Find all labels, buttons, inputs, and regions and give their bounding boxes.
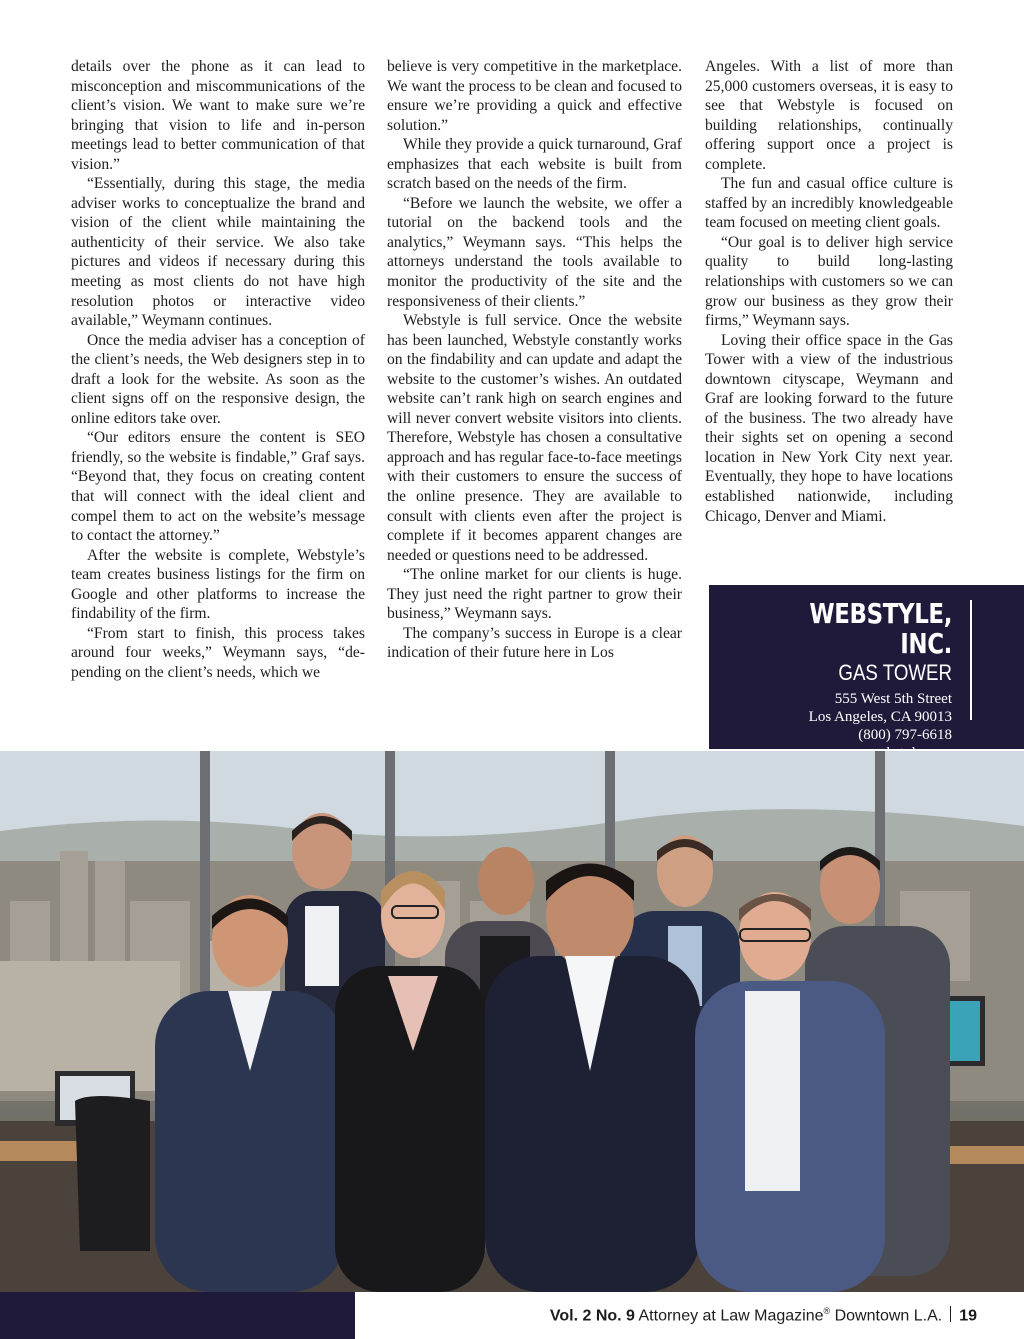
footer-divider xyxy=(950,1306,951,1322)
paragraph: The fun and casual office culture is staffed by an incredibly knowledgeable team focused on meeting client goals. xyxy=(705,175,953,232)
paragraph: “Our goal is to deliver high service quality to build long-lasting relationships with customers so we can grow our business as they grow their firms,” Weymann says. xyxy=(705,233,953,330)
edition-name: Downtown L.A. xyxy=(834,1307,943,1325)
page-footer xyxy=(550,1306,977,1325)
page-number: 19 xyxy=(959,1307,977,1325)
paragraph: Webstyle is full service. Once the website has been launched, Webstyle constantly works on the findability and can update and adapt the website to the customer’s wishes. An outdated website can’t rank high on search engines and will never convert website visitors into clients. Therefore, Webstyle has chosen a consultative approach and has regular face-to-face meetings with their customers to ensure the success of the online presence. They are available to consult with clients even after the project is complete if it becomes apparent changes are needed or questions need to be addressed. xyxy=(387,312,682,564)
paragraph: After the website is complete, Webstyle’s team creates business listings for the firm on Google and other platforms to increase the findability of the firm. xyxy=(71,546,365,623)
article-column-2 xyxy=(387,57,682,663)
phone-number: (800) 797-6618 xyxy=(858,727,952,743)
paragraph: “The online market for our clients is huge. They just need the right partner to grow their business,” Weymann says. xyxy=(387,566,682,623)
article-column-3 xyxy=(705,57,953,526)
paragraph: “Essentially, during this stage, the media adviser works to conceptualize the brand and vision of the client while maintaining the authenticity of their service. We also take pictures and videos if necessary during this meeting as most clients do not have high resolution photos or interactive video available,” Weymann continues. xyxy=(71,175,365,330)
paragraph: “Before we launch the website, we offer a tutorial on the backend tools and the analytics,” Weymann says. “This helps the attorneys understand the tools available to monitor the productivity of the site and the responsiveness of their clients.” xyxy=(387,194,682,310)
team-photo xyxy=(0,751,1024,1292)
registered-mark: ® xyxy=(823,1306,831,1316)
info-box-divider xyxy=(970,600,972,720)
street-address: 555 West 5th Street xyxy=(834,691,952,707)
paragraph: “Our editors ensure the content is SEO friendly, so the website is findable,” Graf says. “Beyond that, they focus on creating content that will connect with the ideal client and compel them to act on the website’s message to contact the attorney.” xyxy=(71,429,365,545)
building-name: GAS TOWER xyxy=(838,660,952,685)
company-name: WEBSTYLE, INC. xyxy=(809,597,952,660)
paragraph: The company’s success in Europe is a clear indication of their future here in Los xyxy=(387,624,682,662)
paragraph: “From start to finish, this process takes around four weeks,” Weymann says, “depending on the client’s needs, which we xyxy=(71,624,365,681)
company-info-box xyxy=(709,585,1024,749)
paragraph: While they provide a quick turnaround, Graf emphasizes that each website is built from scratch based on the needs of the firm. xyxy=(387,136,682,193)
city-address: Los Angeles, CA 90013 xyxy=(808,709,952,725)
magazine-name: Attorney at Law Magazine xyxy=(638,1307,824,1325)
paragraph: details over the phone as it can lead to misconception and miscommunications of the client’s vision. We want to make sure we’re bringing that vision to life and in-person meetings lead to better communication of that vision.” xyxy=(71,58,365,173)
paragraph: believe is very competitive in the marketplace. We want the process to be clean and focused to ensure we’re providing a quick and effective solution.” xyxy=(387,58,682,134)
article-column-1 xyxy=(71,57,365,683)
paragraph: Angeles. With a list of more than 25,000 customers overseas, it is easy to see that Webstyle is focused on building relationships, continually offering support once a project is complete. xyxy=(705,58,953,173)
paragraph: Once the media adviser has a conception of the client’s needs, the Web designers step in to draft a look for the website. As soon as the client signs off on the responsive design, the online editors take over. xyxy=(71,331,365,427)
paragraph: Loving their office space in the Gas Tower with a view of the industrious downtown cityscape, Weymann and Graf are looking forward to the future of the business. The two already have their sights set on opening a second location in New York City next year. Eventually, they hope to have locations established nationwide, including Chicago, Denver and Miami. xyxy=(705,331,953,525)
footer-bar xyxy=(0,1292,355,1339)
team-photo-illustration xyxy=(0,751,1024,1292)
company-info xyxy=(709,599,952,762)
volume-number: Vol. 2 No. 9 xyxy=(549,1307,635,1325)
